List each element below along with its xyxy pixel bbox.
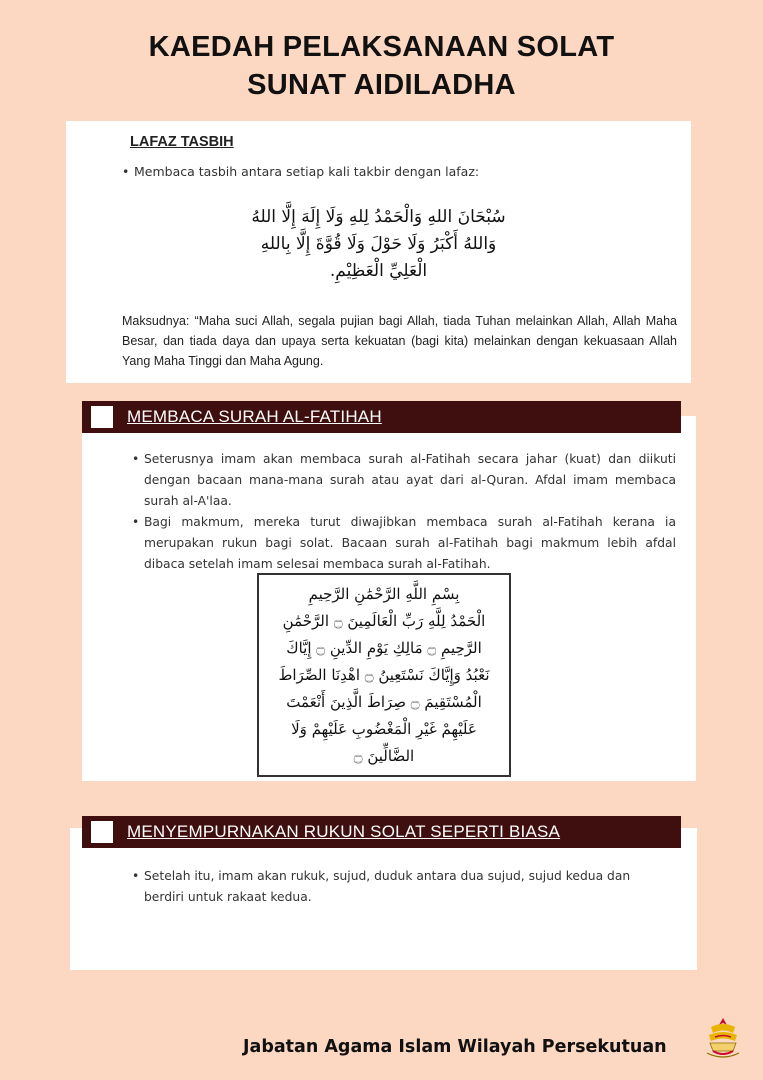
fatihah-arabic-line: نَعْبُدُ وَإِيَّاكَ نَسْتَعِينُ ۝ اهْدِنَا الصِّرَاطَ xyxy=(278,666,490,684)
tasbih-card xyxy=(66,121,691,383)
tasbih-arabic-line: وَاللهُ أَكْبَرُ وَلَا حَوْلَ وَلَا قُوَّةَ إِلَّا بِاللهِ xyxy=(260,234,497,254)
fatihah-arabic-line: الرَّحِيمِ ۝ مَالِكِ يَوْمِ الدِّينِ ۝ إِيَّاكَ xyxy=(286,639,482,657)
fatihah-card xyxy=(82,416,696,781)
tasbih-arabic xyxy=(66,204,691,285)
fatihah-bullet-list xyxy=(132,449,676,575)
rukun-heading: MENYEMPURNAKAN RUKUN SOLAT SEPERTI BIASA xyxy=(127,822,561,841)
tasbih-bullet: • Membaca tasbih antara setiap kali takbir dengan lafaz: xyxy=(134,161,479,182)
fatihah-heading-bar xyxy=(82,401,681,433)
fatihah-arabic-line: عَلَيْهِمْ غَيْرِ الْمَغْضُوبِ عَلَيْهِمْ وَلَا xyxy=(291,720,477,738)
fatihah-arabic-line: الضَّالِّينَ ۝ xyxy=(353,747,415,765)
list-item: • Setelah itu, imam akan rukuk, sujud, duduk antara dua sujud, sujud kedua dan berdiri untuk rakaat kedua. xyxy=(132,866,642,908)
fatihah-heading: MEMBACA SURAH AL-FATIHAH xyxy=(127,407,382,426)
square-icon xyxy=(91,406,113,428)
fatihah-arabic-line: بِسْمِ اللَّهِ الرَّحْمَٰنِ الرَّحِيمِ xyxy=(308,585,460,603)
square-icon xyxy=(91,821,113,843)
fatihah-arabic-line: الْحَمْدُ لِلَّهِ رَبِّ الْعَالَمِينَ ۝ الرَّحْمَٰنِ xyxy=(282,612,486,630)
page-title xyxy=(0,28,763,104)
title-line-2: SUNAT AIDILADHA xyxy=(247,69,516,101)
jawi-emblem-icon xyxy=(701,1015,745,1059)
fatihah-arabic-text xyxy=(259,581,509,770)
rukun-heading-bar xyxy=(82,816,681,848)
tasbih-arabic-line: الْعَلِيِّ الْعَظِيْمِ. xyxy=(329,261,428,281)
title-line-1: KAEDAH PELAKSANAAN SOLAT xyxy=(148,31,615,63)
footer-organization: Jabatan Agama Islam Wilayah Persekutuan xyxy=(243,1037,667,1057)
rukun-bullet-list xyxy=(132,866,642,908)
fatihah-arabic-box xyxy=(257,573,511,777)
list-item: • Seterusnya imam akan membaca surah al-Fatihah secara jahar (kuat) dan diikuti dengan bacaan mana-mana surah atau ayat dari al-Quran. Afdal imam membaca surah al-A'laa. xyxy=(132,449,676,512)
fatihah-arabic-line: الْمُسْتَقِيمَ ۝ صِرَاطَ الَّذِينَ أَنْعَمْتَ xyxy=(286,693,482,711)
list-item: • Bagi makmum, mereka turut diwajibkan membaca surah al-Fatihah kerana ia merupakan rukun bagi solat. Bacaan surah al-Fatihah bagi makmum lebih afdal dibaca setelah imam selesai membaca surah al-Fatihah. xyxy=(132,512,676,575)
tasbih-heading: LAFAZ TASBIH xyxy=(130,134,234,150)
tasbih-meaning: Maksudnya: “Maha suci Allah, segala pujian bagi Allah, tiada Tuhan melainkan Allah, Allah Maha Besar, dan tiada daya dan upaya serta kekuatan (bagi kita) melainkan dengan kekuasaan Allah Yang Maha Tinggi dan Maha Agung. xyxy=(122,314,677,368)
tasbih-arabic-line: سُبْحَانَ اللهِ وَالْحَمْدُ لِلهِ وَلَا إِلَهَ إِلَّا اللهُ xyxy=(251,207,506,227)
rukun-card xyxy=(70,828,697,970)
